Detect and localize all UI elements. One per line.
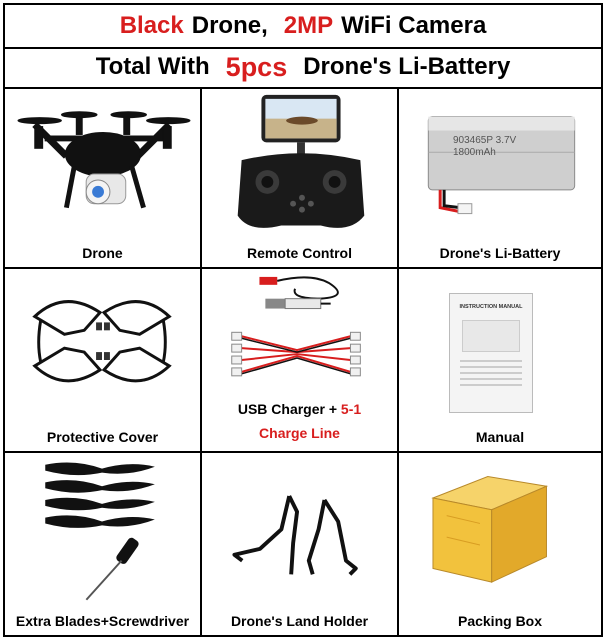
battery-label: Drone's Li-Battery (439, 245, 561, 261)
manual-image (449, 293, 533, 413)
remote-label: Remote Control (247, 245, 352, 261)
header-quantity: 5pcs (225, 51, 288, 82)
header-camera-text: WiFi Camera (341, 12, 487, 39)
cell-protective (5, 269, 202, 453)
cell-land-holder (202, 453, 399, 635)
cell-blades (5, 453, 202, 635)
header-product-word: Drone, (191, 12, 268, 39)
protective-cover-image (5, 269, 200, 451)
cell-manual (399, 269, 601, 453)
header-subtitle (5, 47, 601, 89)
manual-title: INSTRUCTION MANUAL (459, 304, 523, 310)
cell-battery (399, 87, 601, 269)
cell-usb-charger (202, 269, 399, 453)
blades-screwdriver-image (5, 453, 200, 635)
product-sheet (3, 3, 603, 637)
remote-image (202, 87, 397, 267)
header-title (5, 5, 601, 49)
item-grid (5, 87, 601, 635)
manual-label: Manual (475, 429, 525, 445)
blades-label: Extra Blades+Screwdriver (15, 613, 190, 629)
header-battery-text: Drone's Li-Battery (303, 53, 511, 80)
cell-packing-box (399, 453, 601, 635)
charge-line-text: Charge Line (259, 425, 340, 441)
cell-drone (5, 87, 202, 269)
battery-image (399, 87, 601, 267)
packing-box-label: Packing Box (457, 613, 543, 629)
land-holder-image (202, 453, 397, 635)
packing-box-image (399, 453, 601, 635)
battery-print: 903465P 3.7V 1800mAh (453, 135, 517, 158)
usb-charger-label (202, 397, 397, 445)
charge-line-ratio: 5-1 (340, 401, 362, 417)
drone-image (5, 87, 200, 267)
header-total-text: Total With (95, 53, 210, 80)
land-holder-label: Drone's Land Holder (230, 613, 369, 629)
protective-label: Protective Cover (46, 429, 159, 445)
cell-remote (202, 87, 399, 269)
header-resolution: 2MP (283, 12, 334, 39)
header-color-word: Black (119, 12, 184, 39)
drone-label: Drone (82, 245, 123, 261)
usb-charger-text: USB Charger + (237, 401, 338, 417)
